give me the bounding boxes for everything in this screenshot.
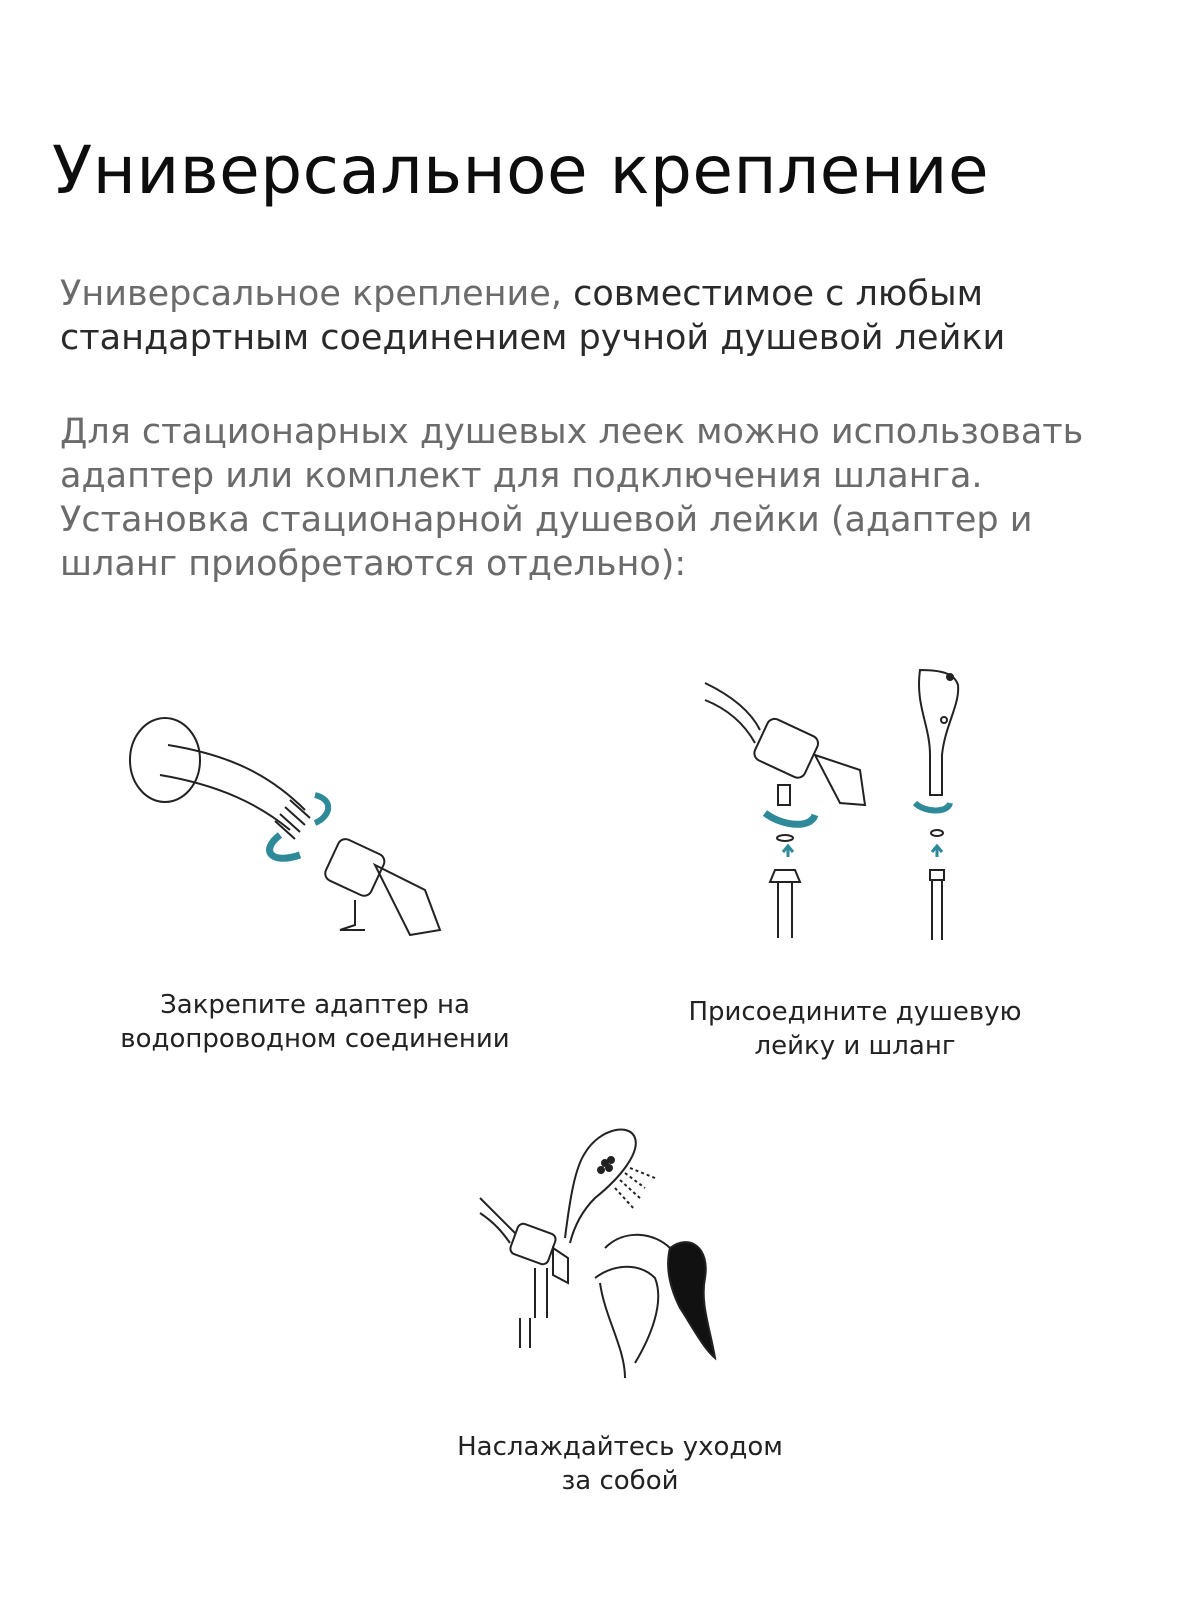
page-title: Универсальное крепление xyxy=(52,132,990,209)
shower-arm-adapter-icon xyxy=(120,705,460,945)
person-showering-icon xyxy=(475,1118,725,1398)
handheld-hose-connect-icon xyxy=(700,665,990,945)
step-2-caption xyxy=(650,995,1060,1063)
step-1-caption-line1: Закрепите адаптер на xyxy=(160,990,470,1020)
step-2-caption-line2: лейку и шланг xyxy=(754,1031,956,1061)
step-3-caption-line1: Наслаждайтесь уходом xyxy=(457,1432,783,1462)
step-3-caption-line2: за собой xyxy=(561,1466,679,1496)
step-1-caption xyxy=(100,988,530,1056)
step-2-caption-line1: Присоедините душевую xyxy=(688,997,1022,1027)
step-3-caption xyxy=(430,1430,810,1498)
lead-strong: совместимое с любым стандартным соединением ручной душевой лейки xyxy=(60,274,1006,358)
lead-normal: Универсальное крепление, xyxy=(60,274,574,314)
installation-paragraph: Для стационарных душевых леек можно использовать адаптер или комплект для подключения шланга. Установка стационарной душевой лейки (адаптер и шланг приобретаются отдельно): xyxy=(60,412,1084,584)
step-1-caption-line2: водопроводном соединении xyxy=(120,1024,510,1054)
lead-text xyxy=(60,272,1160,360)
